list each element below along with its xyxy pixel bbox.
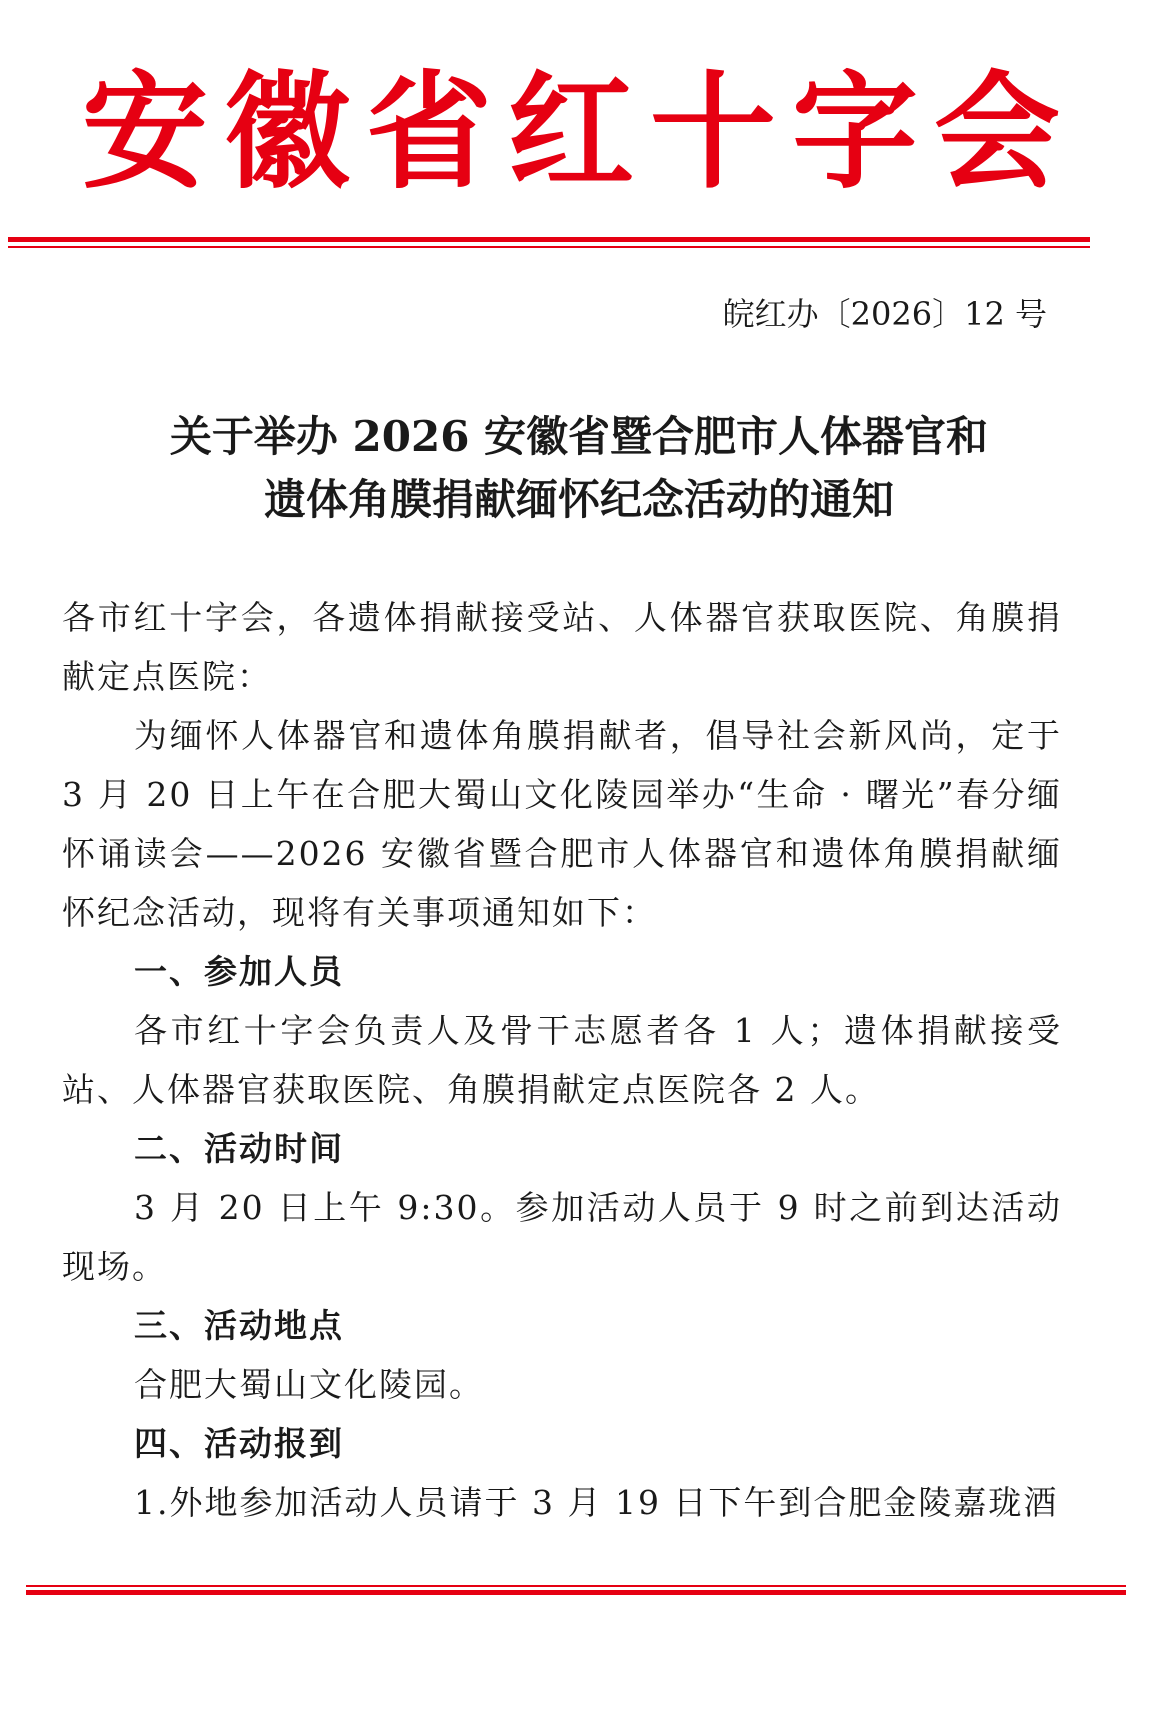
document-title-line-2: 遗体角膜捐献缅怀纪念活动的通知 <box>263 475 894 524</box>
section-heading-participants: 一、参加人员 <box>134 952 344 991</box>
section-body-location: 合肥大蜀山文化陵园。 <box>134 1365 484 1404</box>
header-divider-thin <box>8 246 1090 248</box>
masthead-title: 安徽省红十字会 <box>82 58 1076 206</box>
section-body-participants: 各市红十字会负责人及骨干志愿者各 1 人；遗体捐献接受站、人体器官获取医院、角膜捐献定点医院各 2 人。 <box>62 1011 1062 1109</box>
section-body-registration: 1.外地参加活动人员请于 3 月 19 日下午到合肥金陵嘉珑酒 <box>134 1483 1059 1522</box>
salutation: 各市红十字会，各遗体捐献接受站、人体器官获取医院、角膜捐献定点医院： <box>62 598 1062 696</box>
footer-divider-thin <box>26 1585 1126 1587</box>
document-title-line-1: 关于举办 2026 安徽省暨合肥市人体器官和 <box>169 412 989 461</box>
section-body-time: 3 月 20 日上午 9:30。参加活动人员于 9 时之前到达活动现场。 <box>62 1188 1062 1286</box>
document-number: 皖红办〔2026〕12 号 <box>722 295 1047 333</box>
section-heading-registration: 四、活动报到 <box>134 1424 344 1463</box>
section-heading-time: 二、活动时间 <box>134 1129 344 1168</box>
intro-paragraph: 为缅怀人体器官和遗体角膜捐献者，倡导社会新风尚，定于 3 月 20 日上午在合肥大蜀山文化陵园举办“生命 · 曙光”春分缅怀诵读会——2026 安徽省暨合肥市人体器官和遗体角膜捐献缅怀纪念活动，现将有关事项通知如下： <box>62 716 1062 932</box>
header-divider-thick <box>8 237 1090 242</box>
section-heading-location: 三、活动地点 <box>134 1306 344 1345</box>
footer-divider-thick <box>26 1590 1126 1595</box>
